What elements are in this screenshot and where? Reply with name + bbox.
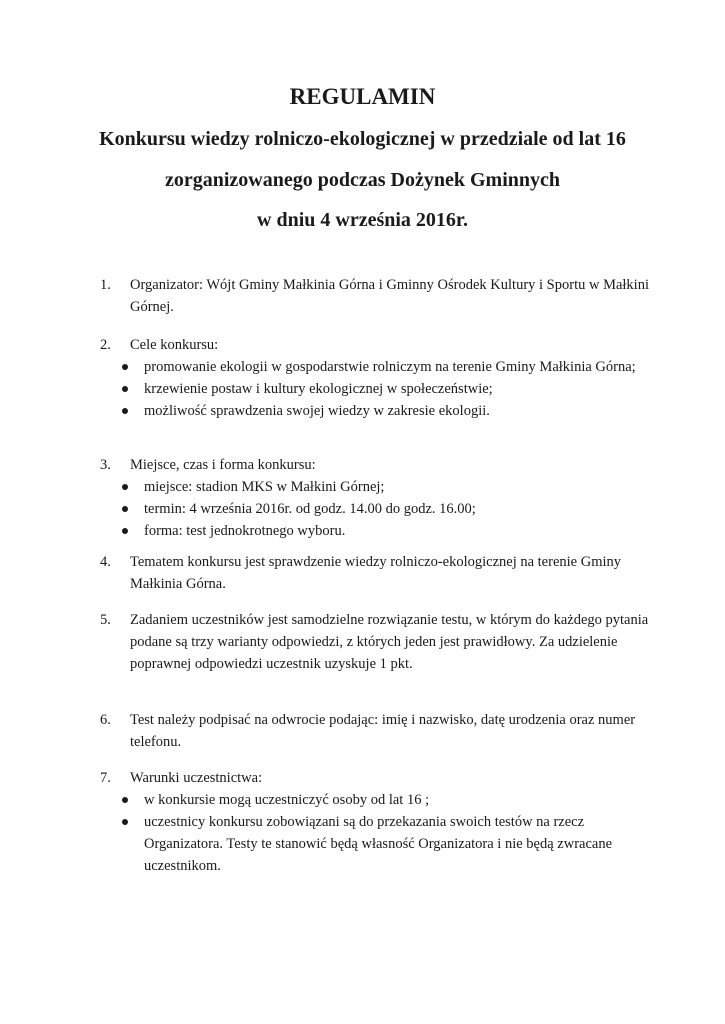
list-item-goals — [100, 334, 660, 422]
bullet-text: promowanie ekologii w gospodarstwie rolniczym na terenie Gminy Małkinia Górna; — [144, 359, 636, 375]
bullet-text: termin: 4 września 2016r. od godz. 14.00 do godz. 16.00; — [144, 501, 476, 517]
list-item-text: Organizator: Wójt Gminy Małkinia Górna i Gminny Ośrodek Kultury i Sportu w Małkini Górnej. — [130, 277, 649, 315]
list-item-number: 6. — [100, 712, 111, 728]
list-item-conditions — [100, 767, 660, 877]
bullet-dot-icon — [122, 408, 128, 414]
bullet-text: krzewienie postaw i kultury ekologicznej w społeczeństwie; — [144, 381, 493, 397]
list-item-text: Zadaniem uczestników jest samodzielne rozwiązanie testu, w którym do każdego pytania podane są trzy warianty odpowiedzi, z których jeden jest prawidłowy. Za udzielenie poprawnej odpowiedzi uczestnik uzyskuje 1 pkt. — [130, 612, 649, 672]
document-subtitle-line-3: w dniu 4 września 2016r. — [257, 209, 468, 231]
bullet-dot-icon — [122, 528, 128, 534]
bullet-list — [144, 356, 660, 422]
list-item-text: Cele konkursu: — [130, 337, 219, 353]
document-subtitle-line-2: zorganizowanego podczas Dożynek Gminnych — [165, 169, 560, 191]
bullet-text: uczestnicy konkursu zobowiązani są do przekazania swoich testów na rzecz Organizatora. Testy te stanowić będą własność Organizatora i nie będą zwracane uczestnikom. — [144, 814, 613, 874]
bullet-item — [144, 400, 660, 422]
bullet-item — [144, 356, 660, 378]
bullet-dot-icon — [122, 484, 128, 490]
list-item-number: 5. — [100, 612, 111, 628]
bullet-list — [144, 476, 660, 542]
document-subtitle-line-1: Konkursu wiedzy rolniczo-ekologicznej w przedziale od lat 16 — [99, 128, 626, 150]
bullet-text: miejsce: stadion MKS w Małkini Górnej; — [144, 479, 385, 495]
list-item-number: 2. — [100, 337, 111, 353]
list-item-number: 4. — [100, 554, 111, 570]
list-item-number: 1. — [100, 277, 111, 293]
list-item-task — [100, 609, 660, 675]
bullet-dot-icon — [122, 819, 128, 825]
list-item-number: 3. — [100, 457, 111, 473]
list-item-text: Test należy podpisać na odwrocie podając: imię i nazwisko, datę urodzenia oraz numer telefonu. — [130, 712, 636, 750]
bullet-list — [144, 789, 660, 877]
bullet-text: w konkursie mogą uczestniczyć osoby od lat 16 ; — [144, 792, 430, 808]
bullet-item — [144, 811, 660, 877]
bullet-dot-icon — [122, 386, 128, 392]
bullet-item — [144, 498, 660, 520]
list-item-organizer — [100, 274, 660, 318]
bullet-item — [144, 476, 660, 498]
bullet-dot-icon — [122, 364, 128, 370]
bullet-item — [144, 520, 660, 542]
bullet-dot-icon — [122, 797, 128, 803]
bullet-text: forma: test jednokrotnego wyboru. — [144, 523, 346, 539]
list-item-place-time-form — [100, 454, 660, 542]
document-title: REGULAMIN — [289, 84, 436, 109]
bullet-item — [144, 789, 660, 811]
list-item-text: Warunki uczestnictwa: — [130, 770, 263, 786]
bullet-item — [144, 378, 660, 400]
list-item-text: Tematem konkursu jest sprawdzenie wiedzy rolniczo-ekologicznej na terenie Gminy Małkinia Górna. — [130, 554, 622, 592]
list-item-topic — [100, 551, 660, 595]
list-item-number: 7. — [100, 770, 111, 786]
bullet-text: możliwość sprawdzenia swojej wiedzy w zakresie ekologii. — [144, 403, 490, 419]
bullet-dot-icon — [122, 506, 128, 512]
list-item-text: Miejsce, czas i forma konkursu: — [130, 457, 316, 473]
list-item-signature — [100, 709, 660, 753]
